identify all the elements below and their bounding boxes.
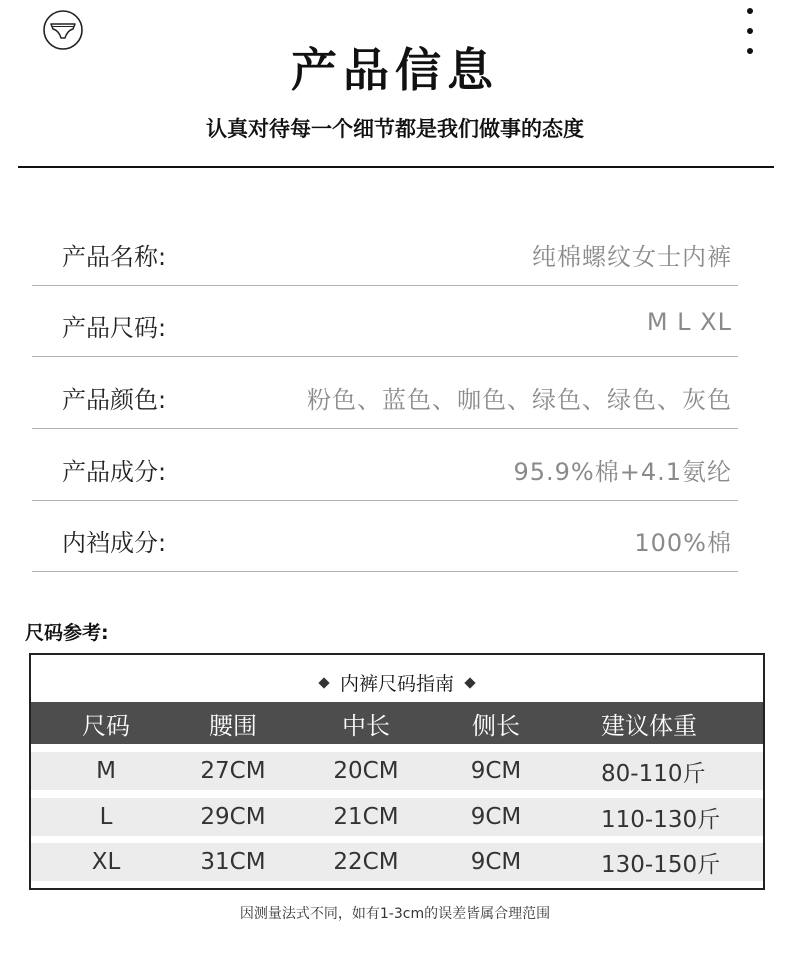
- column-header: 建议体重: [601, 711, 697, 740]
- diamond-icon: [318, 677, 329, 688]
- table-cell: 9CM: [470, 804, 522, 830]
- table-cell: 9CM: [470, 849, 522, 875]
- table-cell: 9CM: [470, 758, 522, 784]
- table-cell: 22CM: [333, 849, 399, 875]
- spec-label: 产品成分:: [62, 458, 167, 486]
- column-header: 腰围: [209, 711, 257, 740]
- spec-row-crotch: [32, 501, 738, 572]
- table-cell: 20CM: [333, 758, 399, 784]
- spec-value: M L XL: [646, 308, 732, 336]
- table-row: [31, 752, 763, 790]
- spec-value: 纯棉螺纹女士内裤: [532, 243, 732, 271]
- size-guide-title: [31, 669, 763, 696]
- table-cell: L: [99, 804, 113, 830]
- table-cell: 80-110斤: [601, 760, 706, 787]
- spec-row-color: [32, 358, 738, 429]
- table-row: [31, 843, 763, 881]
- measurement-footnote: 因测量法式不同，如有1-3cm的误差皆属合理范围: [239, 906, 551, 922]
- spec-row-name: [32, 215, 738, 286]
- size-guide-title-text: 内裤尺码指南: [339, 673, 454, 695]
- table-cell: 31CM: [200, 849, 266, 875]
- column-header: 侧长: [472, 711, 520, 740]
- size-reference-label: 尺码参考:: [25, 622, 109, 644]
- table-cell: M: [96, 758, 116, 784]
- spec-label: 内裆成分:: [62, 529, 167, 557]
- title-divider: [18, 166, 774, 168]
- table-cell: 27CM: [200, 758, 266, 784]
- spec-value: 95.9%棉+4.1氨纶: [513, 458, 732, 486]
- size-guide-table: [29, 653, 765, 890]
- spec-label: 产品颜色:: [62, 386, 167, 414]
- diamond-icon: [464, 677, 475, 688]
- spec-value: 粉色、蓝色、咖色、绿色、绿色、灰色: [307, 386, 732, 414]
- spec-label: 产品尺码:: [62, 314, 167, 342]
- page-title: 产品信息: [291, 43, 499, 97]
- spec-row-size: [32, 286, 738, 357]
- table-cell: 29CM: [200, 804, 266, 830]
- page-subtitle: 认真对待每一个细节都是我们做事的态度: [206, 116, 584, 141]
- column-header: 中长: [342, 711, 390, 740]
- table-cell: XL: [91, 849, 121, 875]
- table-cell: 110-130斤: [601, 806, 721, 833]
- table-cell: 130-150斤: [601, 851, 721, 878]
- spec-row-material: [32, 430, 738, 501]
- table-cell: 21CM: [333, 804, 399, 830]
- table-row: [31, 798, 763, 836]
- spec-label: 产品名称:: [62, 243, 167, 271]
- column-header: 尺码: [82, 711, 130, 740]
- table-header: [31, 702, 763, 744]
- spec-value: 100%棉: [634, 529, 732, 557]
